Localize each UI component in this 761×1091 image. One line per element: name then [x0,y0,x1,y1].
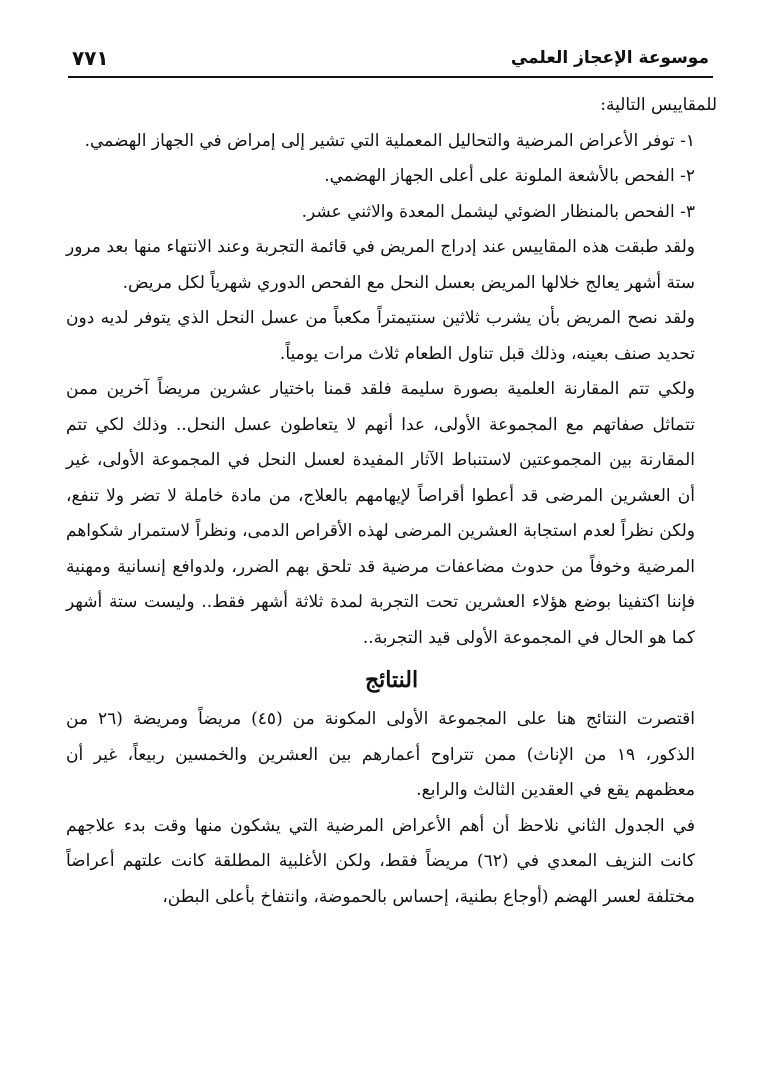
results-heading: النتائج [364,667,419,693]
results-paragraph: اقتصرت النتائج هنا على المجموعة الأولى المكونة من (٤٥) مريضاً ومريضة (٢٦ من الذكور، ١٩ من الإناث) ممن تتراوح أعمارهم بين العشرين والخمسين ربيعاً، غير أن معظمهم يقع في العقدين الثالث والرابع. [66,709,695,800]
criterion-2: ٢- الفحص بالأشعة الملونة على أعلى الجهاز الهضمي. [324,166,695,186]
page-body [66,88,717,915]
paragraph: ولقد طبقت هذه المقاييس عند إدراج المريض في قائمة التجربة وعند الانتهاء منها بعد مرور ستة أشهر يعالج خلالها المريض بعسل النحل مع الفحص الدوري شهرياً لكل مريض. [66,237,695,293]
book-title: موسوعة الإعجاز العلمي [510,48,709,68]
intro-line: للمقاييس التالية: [600,95,717,115]
results-paragraph: في الجدول الثاني نلاحظ أن أهم الأعراض المرضية التي يشكون منها وقت بدء علاجهم كانت النزيف المعدي في (٦٢) مريضاً فقط، ولكن الأغلبية المطلقة كانت علتهم أعراضاً مختلفة لعسر الهضم (أوجاع بطنية، إحساس بالحموضة، وانتفاخ بأعلى البطن، [66,815,695,907]
criterion-3: ٣- الفحص بالمنظار الضوئي ليشمل المعدة والاثني عشر. [301,201,695,222]
page-header [68,44,713,78]
criterion-1: ١- توفر الأعراض المرضية والتحاليل المعملية التي تشير إلى إمراض في الجهاز الهضمي. [84,130,695,151]
paragraph: ولقد نصح المريض بأن يشرب ثلاثين سنتيمتراً مكعباً من عسل النحل الذي يتوفر لديه دون تحديد صنف بعينه، وذلك قبل تناول الطعام ثلاث مرات يومياً. [66,308,695,364]
page-number: ٧٧١ [72,46,109,70]
paragraph: ولكي تتم المقارنة العلمية بصورة سليمة فلقد قمنا باختيار عشرين مريضاً آخرين ممن تتماثل صفاتهم مع المجموعة الأولى، عدا أنهم لا يتعاطون عسل النحل.. وذلك لكي تتم المقارنة بين المجموعتين لاستنباط الآثار المفيدة لعسل النحل في المجموعة الأولى، غير أن العشرين المرضى قد أعطوا أقراصاً لإيهامهم بالعلاج، من مادة خاملة لا تضر ولا تنفع، ولكن نظراً لعدم استجابة العشرين المرضى لهذه الأقراص الدمى، ونظراً لاستمرار شكواهم المرضية وخوفاً من حدوث مضاعفات مرضية قد تلحق بهم الضرر، ولدوافع إنسانية ومهنية فإننا اكتفينا بوضع هؤلاء العشرين تحت التجربة لمدة ثلاثة أشهر فقط.. وليست ستة أشهر كما هو الحال في المجموعة الأولى قيد التجربة.. [66,379,695,648]
